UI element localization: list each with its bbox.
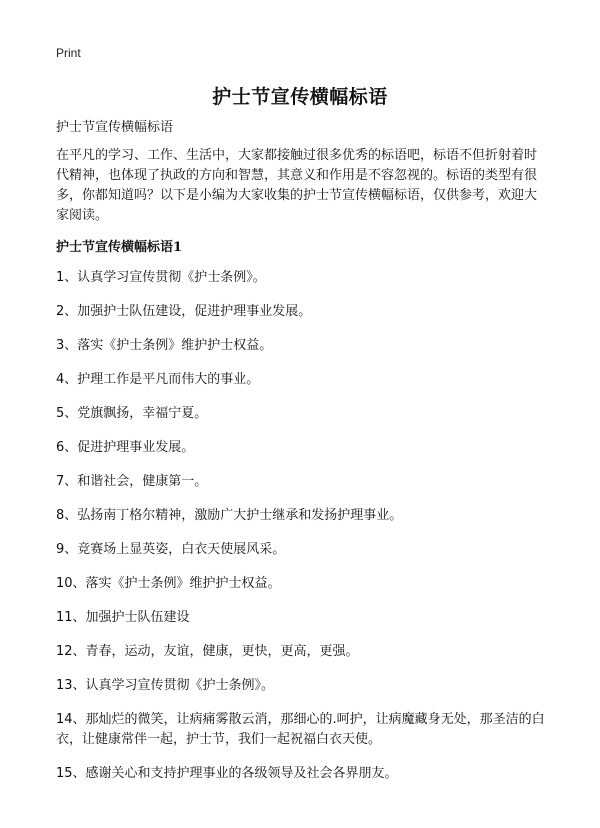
slogan-item: 6、促进护理事业发展。 bbox=[56, 440, 195, 455]
slogan-item: 9、竞赛场上显英姿，白衣天使展风采。 bbox=[56, 542, 286, 557]
slogan-item: 10、落实《护士条例》维护护士权益。 bbox=[56, 576, 281, 591]
slogan-item: 11、加强护士队伍建设 bbox=[56, 610, 190, 625]
slogan-item: 14、那灿烂的微笑，让病痛雾散云消，那细心的.呵护，让病魔藏身无处，那圣洁的白衣，让健康常伴一起，护士节，我们一起祝福白衣天使。 bbox=[56, 712, 545, 747]
slogan-item: 2、加强护士队伍建设，促进护理事业发展。 bbox=[56, 304, 312, 319]
slogan-item: 3、落实《护士条例》维护护士权益。 bbox=[56, 338, 273, 353]
slogan-item: 12、青春，运动，友谊，健康，更快，更高，更强。 bbox=[56, 644, 359, 659]
section-heading: 护士节宣传横幅标语1 bbox=[56, 240, 183, 255]
slogan-item: 5、党旗飘扬，幸福宁夏。 bbox=[56, 406, 208, 421]
slogan-item: 4、护理工作是平凡而伟大的事业。 bbox=[56, 372, 260, 387]
page-title: 护士节宣传横幅标语 bbox=[212, 86, 388, 108]
print-link[interactable]: Print bbox=[56, 46, 81, 60]
slogan-item: 15、感谢关心和支持护理事业的各级领导及社会各界朋友。 bbox=[56, 766, 398, 781]
intro-paragraph: 在平凡的学习、工作、生活中，大家都接触过很多优秀的标语吧，标语不但折射着时代精神，也体现了执政的方向和智慧，其意义和作用是不容忽视的。标语的类型有很多，你都知道吗？以下是小编为大家收集的护士节宣传横幅标语，仅供参考，欢迎大家阅读。 bbox=[56, 148, 538, 223]
slogan-item: 13、认真学习宣传贯彻《护士条例》。 bbox=[56, 678, 275, 693]
document-subtitle: 护士节宣传横幅标语 bbox=[56, 120, 174, 135]
slogan-item: 7、和谐社会，健康第一。 bbox=[56, 474, 208, 489]
slogan-item: 8、弘扬南丁格尔精神，激励广大护士继承和发扬护理事业。 bbox=[56, 508, 403, 523]
document-body bbox=[56, 118, 546, 798]
slogan-item: 1、认真学习宣传贯彻《护士条例》。 bbox=[56, 270, 266, 285]
